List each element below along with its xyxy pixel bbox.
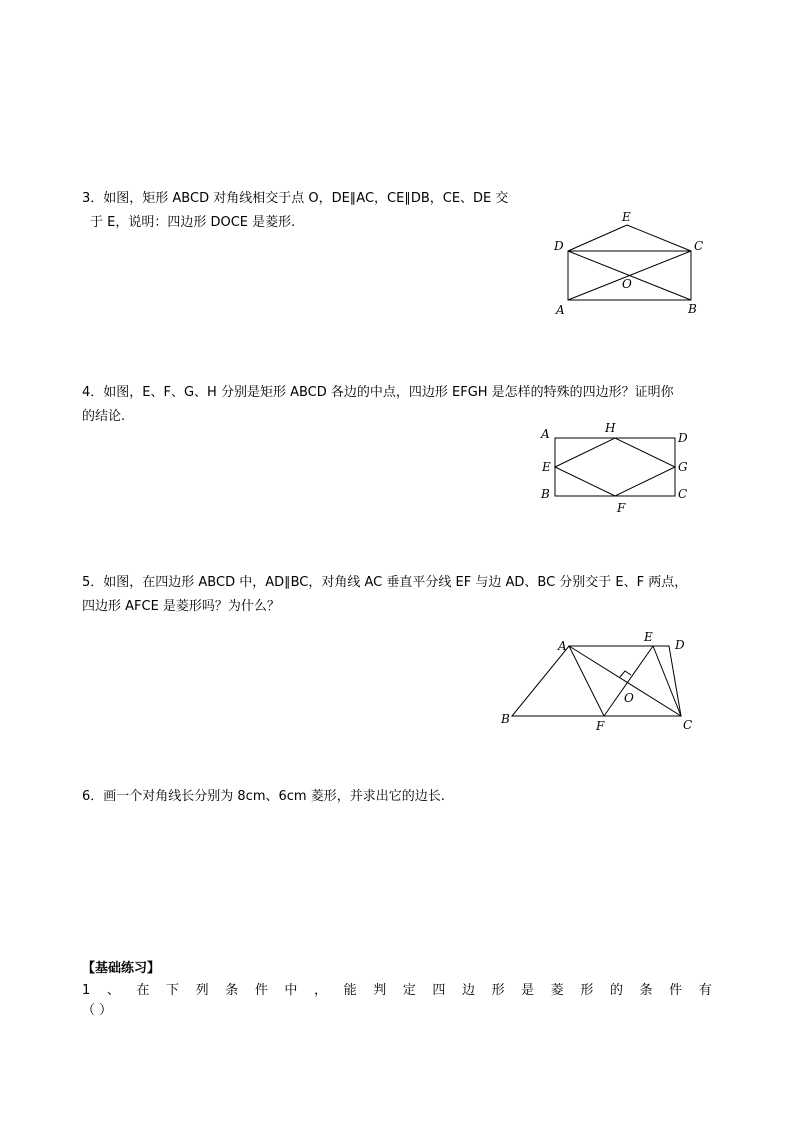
q5-line2: 四边形 AFCE 是菱形吗？为什么？ xyxy=(82,599,280,614)
q4-label-F: F xyxy=(617,501,626,515)
basic-q1-char: 四 xyxy=(432,983,446,998)
basic-q1-char: 边 xyxy=(461,983,475,998)
basic-q1-text xyxy=(82,980,712,1002)
q4-label-A: A xyxy=(541,427,550,441)
q5-label-E: E xyxy=(644,630,653,644)
q4-label-G: G xyxy=(678,460,688,474)
q5-label-F: F xyxy=(596,719,605,733)
basic-q1-char: 菱 xyxy=(550,983,564,998)
q3-line1: 3．如图，矩形 ABCD 对角线相交于点 O，DE∥AC，CE∥DB，CE、DE 交 xyxy=(82,191,509,206)
basic-q1-char: 1 xyxy=(82,983,91,998)
basic-q1-char: 列 xyxy=(195,983,209,998)
basic-q1-char: 形 xyxy=(580,983,594,998)
q4-label-C: C xyxy=(678,487,688,501)
basic-q1-char: 的 xyxy=(609,983,623,998)
q4-label-E: E xyxy=(542,460,551,474)
q5-label-B: B xyxy=(501,712,510,726)
basic-q1-char: 件 xyxy=(254,983,268,998)
q3-label-C: C xyxy=(694,239,704,253)
basic-q1-char: 下 xyxy=(166,983,180,998)
q3-label-A: A xyxy=(556,303,565,317)
q3-label-B: B xyxy=(688,302,697,316)
basic-q1-char: 条 xyxy=(225,983,239,998)
basic-q1-char: 在 xyxy=(136,983,150,998)
basic-q1-char: 件 xyxy=(669,983,683,998)
q5-label-A: A xyxy=(558,639,567,653)
q4-figure-rectangle-midpoints xyxy=(535,420,705,520)
q4-label-H: H xyxy=(605,421,616,435)
basic-q1-char: 形 xyxy=(491,983,505,998)
q3-label-D: D xyxy=(554,239,564,253)
basic-q1-char: 判 xyxy=(373,983,387,998)
q5-label-D: D xyxy=(675,638,685,652)
q4-label-D: D xyxy=(678,431,688,445)
basic-q1-char: 能 xyxy=(343,983,357,998)
basic-q1-char: 是 xyxy=(521,983,535,998)
basic-q1-char: ， xyxy=(314,983,328,998)
q4-line2: 的结论. xyxy=(82,409,126,424)
q3-line2: 于 E，说明：四边形 DOCE 是菱形. xyxy=(90,215,296,230)
q3-label-O: O xyxy=(622,277,632,291)
q5-label-O: O xyxy=(624,691,634,705)
basic-q1-char: 、 xyxy=(106,983,120,998)
basic-q1-char: 定 xyxy=(402,983,416,998)
basic-practice-title: 【基础练习】 xyxy=(82,961,161,976)
basic-q1-char: 条 xyxy=(639,983,653,998)
q5-figure-trapezoid-rhombus xyxy=(495,628,705,738)
q3-label-E: E xyxy=(622,210,631,224)
basic-q1-char: 中 xyxy=(284,983,298,998)
q3-figure-rectangle-diagonals xyxy=(550,205,720,325)
q4-label-B: B xyxy=(541,487,550,501)
basic-q1-answer-paren: （ ） xyxy=(82,1003,113,1018)
q5-label-C: C xyxy=(683,718,693,732)
q4-line1: 4．如图，E、F、G、H 分别是矩形 ABCD 各边的中点，四边形 EFGH 是怎样的特殊的四边形？证明你 xyxy=(82,385,674,400)
basic-q1-char: 有 xyxy=(698,983,712,998)
q6-line1: 6．画一个对角线长分别为 8cm、6cm 菱形，并求出它的边长. xyxy=(82,789,445,804)
q5-line1: 5．如图，在四边形 ABCD 中，AD∥BC，对角线 AC 垂直平分线 EF 与边 AD、BC 分别交于 E、F 两点， xyxy=(82,575,688,590)
